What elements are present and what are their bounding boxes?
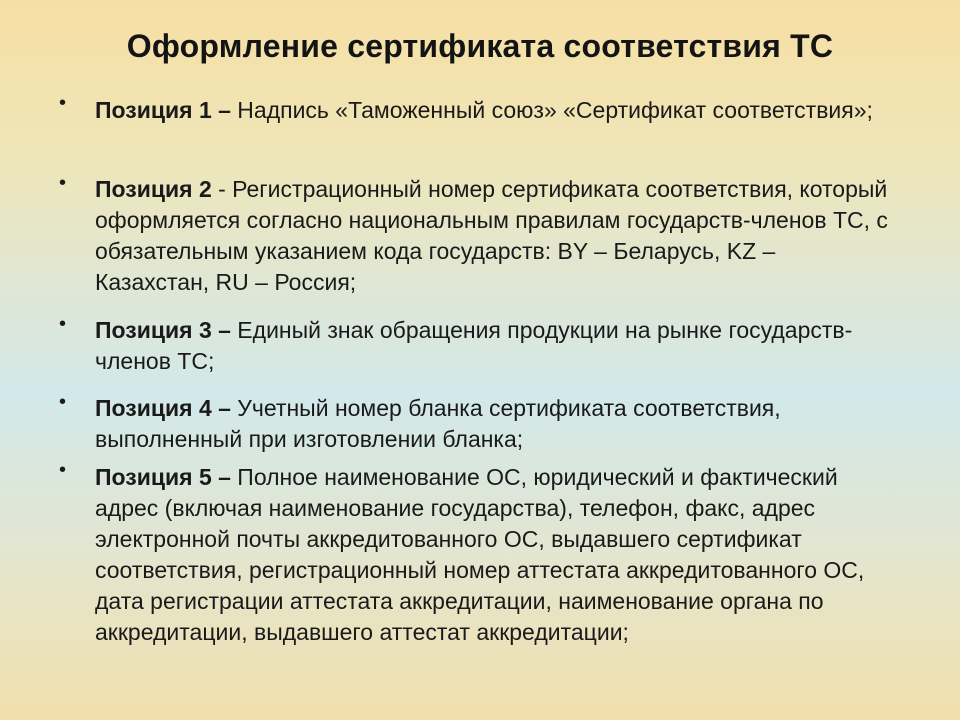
list-item-position-3 bbox=[95, 315, 895, 377]
item-label: Позиция 4 – bbox=[95, 395, 231, 421]
item-text: - Регистрационный номер сертификата соответствия, который оформляется согласно национальным правилам государств-членов ТС, с обязательным указанием кода государств: BY – Беларусь, KZ – Казахстан, RU – Россия; bbox=[95, 176, 888, 295]
bullet-dot-icon: • bbox=[59, 92, 67, 114]
item-label: Позиция 3 – bbox=[95, 317, 231, 343]
item-text: Полное наименование ОС, юридический и фактический адрес (включая наименование государства), телефон, факс, адрес электронной почты аккредитованного ОС, выдавшего сертификат соответствия, регистрационный номер аттестата аккредитованного ОС, дата регистрации аттестата аккредитации, наименование органа по аккредитации, выдавшего аттестат аккредитации; bbox=[95, 464, 865, 645]
item-label: Позиция 2 bbox=[95, 176, 219, 202]
bullet-dot-icon: • bbox=[59, 313, 67, 335]
list-item-position-1 bbox=[95, 95, 895, 126]
item-text: Надпись «Таможенный союз» «Сертификат соответствия»; bbox=[230, 97, 873, 123]
list-item-position-2 bbox=[95, 174, 895, 298]
item-label: Позиция 1 – bbox=[95, 97, 231, 123]
list-item-position-4 bbox=[95, 393, 895, 455]
slide-title: Оформление сертификата соответствия ТС bbox=[126, 28, 834, 64]
list-item-position-5 bbox=[95, 462, 895, 648]
item-text: Единый знак обращения продукции на рынке государств-членов ТС; bbox=[95, 317, 853, 374]
item-label: Позиция 5 – bbox=[95, 464, 231, 490]
bullet-dot-icon: • bbox=[59, 391, 67, 413]
item-text: Учетный номер бланка сертификата соответствия, выполненный при изготовлении бланка; bbox=[95, 395, 781, 452]
bullet-dot-icon: • bbox=[59, 172, 67, 194]
bullet-dot-icon: • bbox=[59, 459, 67, 481]
